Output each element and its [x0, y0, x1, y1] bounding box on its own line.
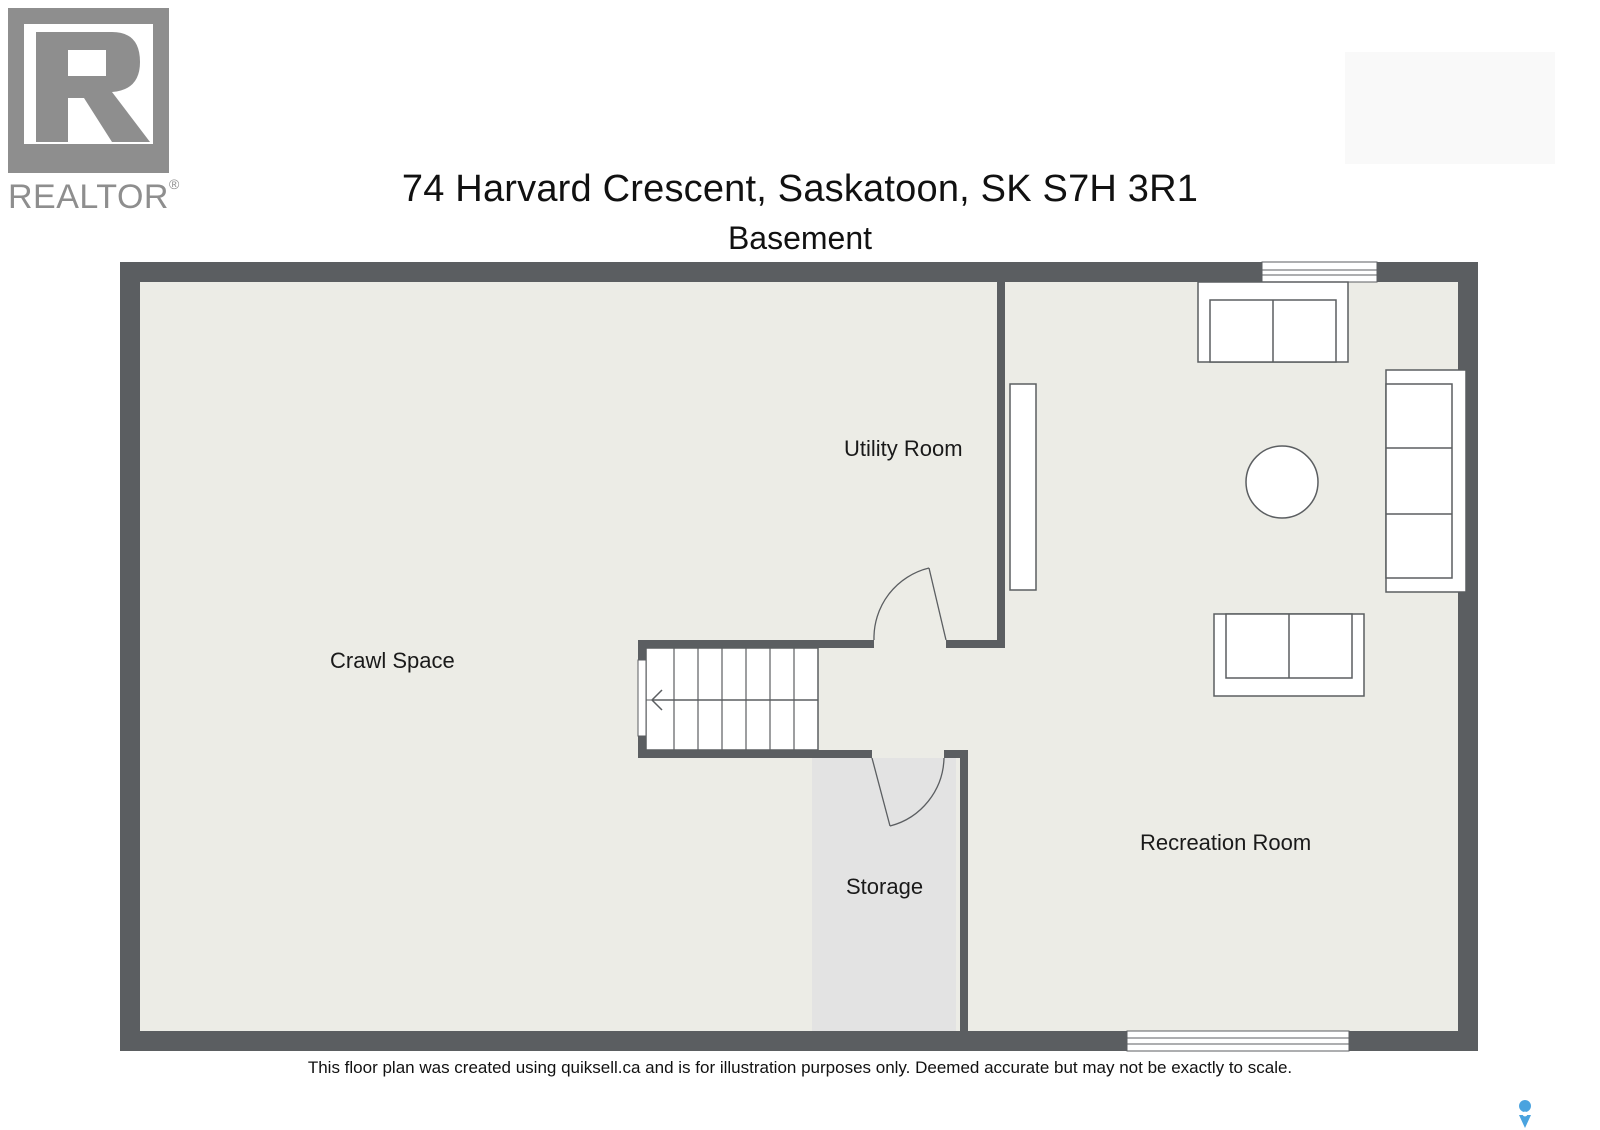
property-address-title: 74 Harvard Crescent, Saskatoon, SK S7H 3R1: [401, 168, 1199, 210]
room-label-utility-room: Utility Room: [844, 436, 963, 461]
room-label-storage: Storage: [846, 874, 924, 899]
room-label-crawl-space: Crawl Space: [330, 648, 455, 673]
watermark: [1345, 52, 1555, 164]
loveseat-top: [1198, 282, 1348, 362]
loveseat-bottom: [1214, 614, 1364, 696]
realtor-logo-icon: [8, 8, 169, 173]
room-label-recreation-room: Recreation Room: [1140, 830, 1312, 855]
utility-cabinet: [1010, 384, 1036, 590]
round-table: [1246, 446, 1318, 518]
location-pin-icon: [1519, 1100, 1531, 1128]
realtor-wordmark-text: REALTOR: [8, 178, 169, 216]
floor-level-subtitle: Basement: [727, 220, 873, 256]
registered-mark: ®: [168, 176, 180, 192]
stairs: [638, 648, 818, 750]
disclaimer-text: This floor plan was created using quiksell.ca and is for illustration purposes only. Deemed accurate but may not be exactly to scale.: [307, 1058, 1293, 1077]
sofa-right: [1386, 370, 1466, 592]
